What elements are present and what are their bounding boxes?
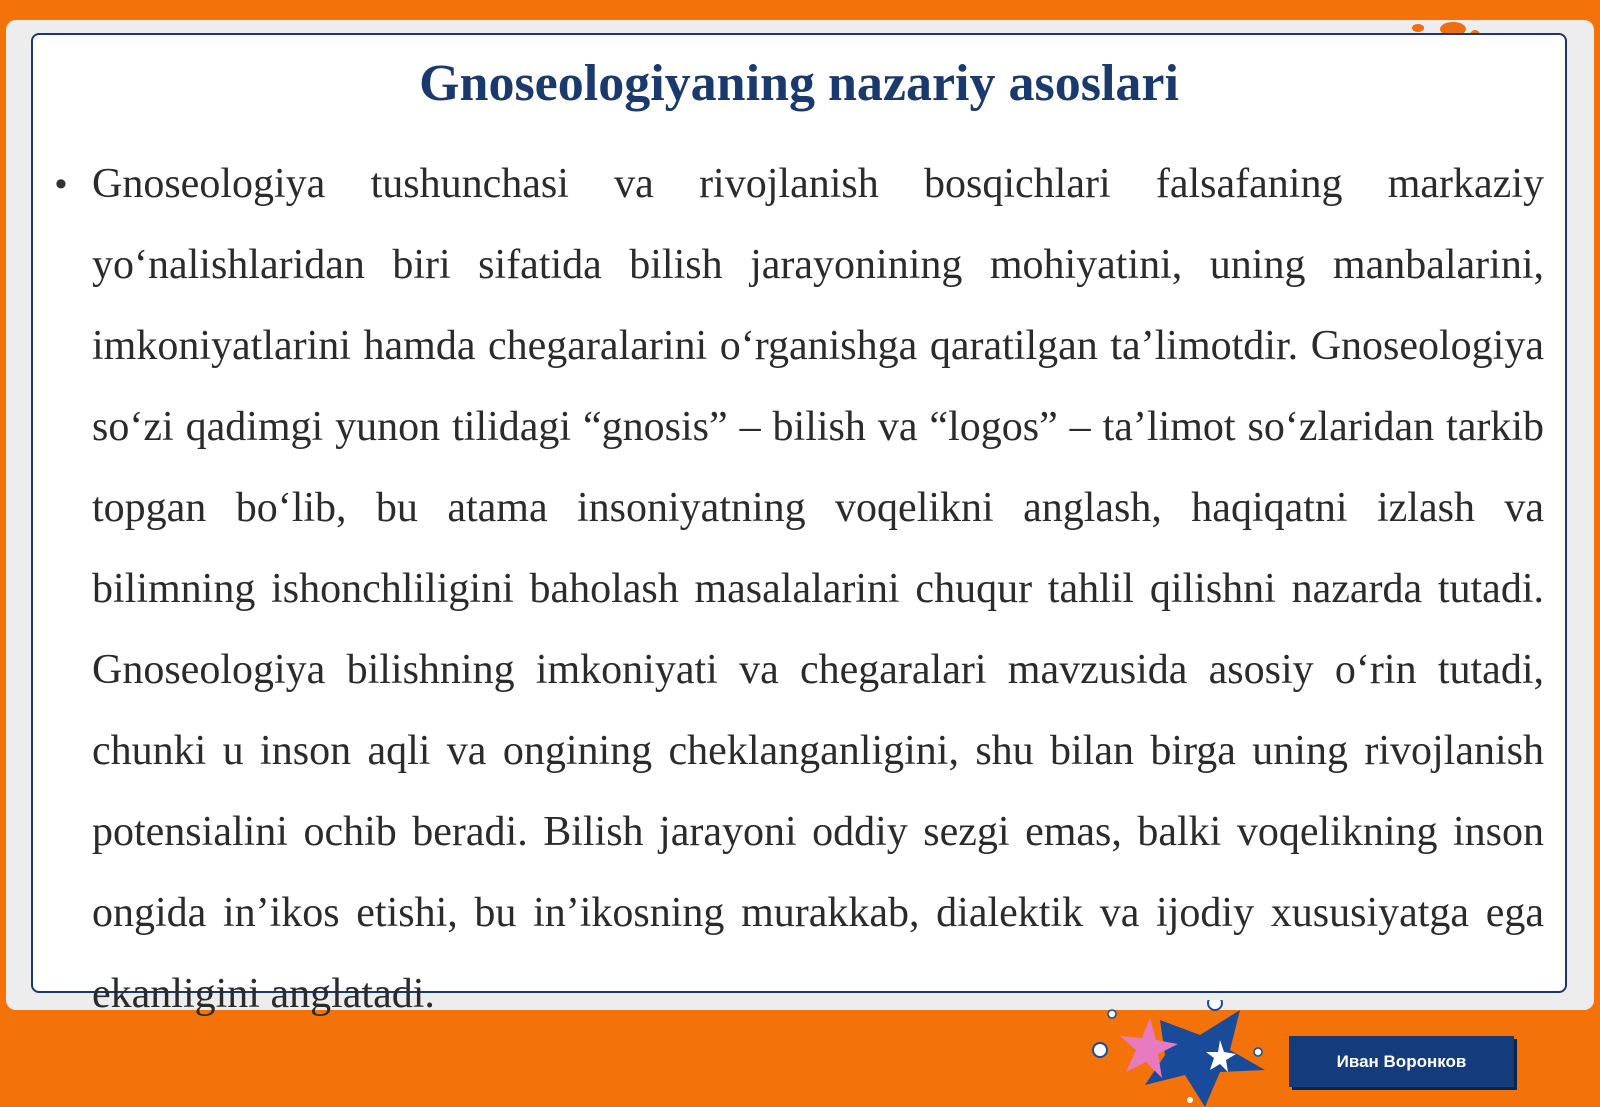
bullet-list bbox=[55, 144, 1545, 1035]
author-badge: Иван Воронков bbox=[1289, 1036, 1514, 1087]
bullet-marker: • bbox=[55, 165, 67, 203]
stars-splash-icon bbox=[1090, 1000, 1290, 1107]
slide-title: Gnoseologiyaning nazariy asoslari bbox=[419, 55, 1179, 112]
paint-splash bbox=[1412, 24, 1424, 32]
bullet-paragraph: Gnoseologiya tushunchasi va rivojlanish bosqichlari falsafaning markaziy yo‘nalishlaridan biri sifatida bilish jarayonining mohiyatini, uning manbalarini, imkoniyatlarini hamda chegaralarini o‘rganishga qaratilgan ta’limotdir. Gnoseologiya so‘zi qadimgi yunon tilidagi “gnosis” – bilish va “logos” – ta’limot so‘zlaridan tarkib topgan bo‘lib, bu atama insoniyatning voqelikni anglash, haqiqatni izlash va bilimning ishonchliligini baholash masalalarini chuqur tahlil qilishni nazarda tutadi. Gnoseologiya bilishning imkoniyati va chegaralari mavzusida asosiy o‘rin tutadi, chunki u inson aqli va ongining cheklanganligini, shu bilan birga uning rivojlanish potensialini ochib beradi. Bilish jarayoni oddiy sezgi emas, balki voqelikning inson ongida in’ikos etishi, bu in’ikosning murakkab, dialektik va ijodiy xususiyatga ega ekanligini anglatadi. bbox=[92, 161, 1544, 1017]
